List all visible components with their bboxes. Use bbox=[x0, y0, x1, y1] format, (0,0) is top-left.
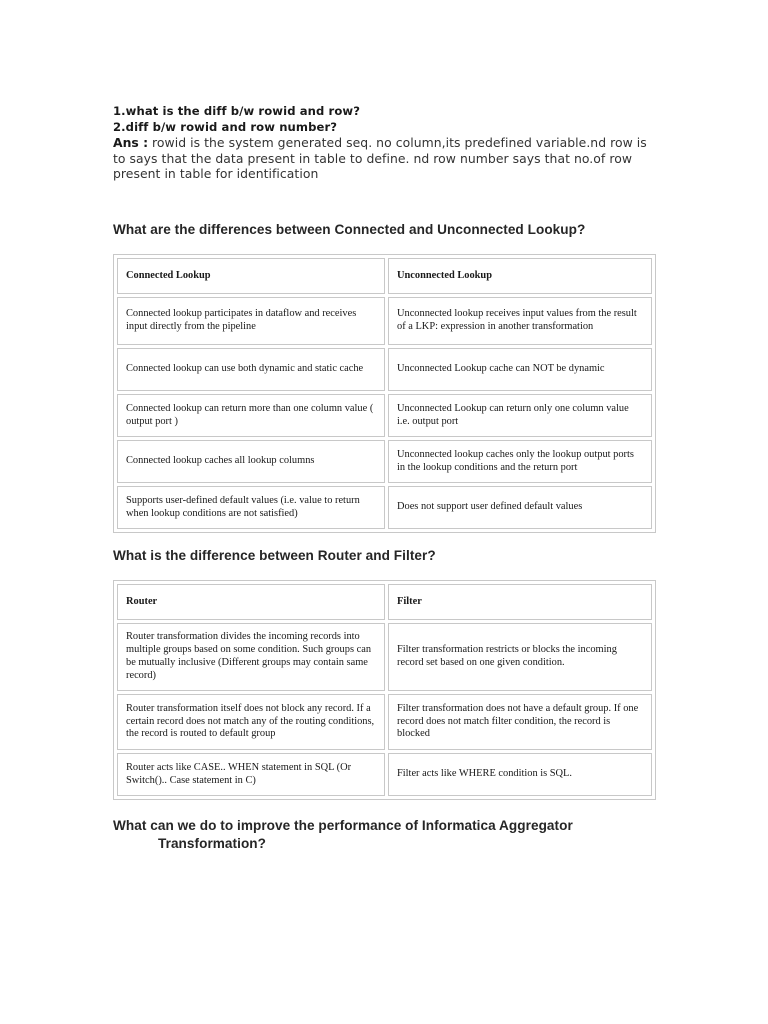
table-cell: Connected lookup can return more than one column value ( output port ) bbox=[117, 394, 385, 437]
table-cell: Connected lookup participates in dataflow and receives input directly from the pipeline bbox=[117, 297, 385, 345]
heading-router-filter: What is the difference between Router and Filter? bbox=[113, 548, 436, 563]
table-row bbox=[117, 394, 652, 437]
table-cell: Unconnected Lookup can return only one column value i.e. output port bbox=[388, 394, 652, 437]
table-row bbox=[117, 486, 652, 529]
question-2: 2.diff b/w rowid and row number? bbox=[113, 119, 338, 134]
heading-line-2: Transformation? bbox=[158, 836, 266, 851]
header-filter: Filter bbox=[388, 584, 652, 620]
table-cell: Connected lookup can use both dynamic and static cache bbox=[117, 348, 385, 391]
table-row bbox=[117, 297, 652, 345]
answer-label: Ans : bbox=[113, 135, 149, 150]
table-cell: Does not support user defined default values bbox=[388, 486, 652, 529]
header-connected-lookup: Connected Lookup bbox=[117, 258, 385, 294]
table-cell: Router acts like CASE.. WHEN statement in SQL (Or Switch().. Case statement in C) bbox=[117, 753, 385, 796]
table-row bbox=[117, 694, 652, 750]
table-row bbox=[117, 440, 652, 483]
heading-line-1: What can we do to improve the performance of Informatica Aggregator bbox=[113, 818, 573, 833]
table-cell: Unconnected lookup caches only the lookup output ports in the lookup conditions and the return port bbox=[388, 440, 652, 483]
table-cell: Unconnected Lookup cache can NOT be dynamic bbox=[388, 348, 652, 391]
question-1: 1.what is the diff b/w rowid and row? bbox=[113, 104, 361, 118]
table-cell: Connected lookup caches all lookup columns bbox=[117, 440, 385, 483]
qa-block bbox=[113, 104, 658, 182]
lookup-comparison-table bbox=[113, 254, 656, 533]
table-cell: Filter acts like WHERE condition is SQL. bbox=[388, 753, 652, 796]
header-router: Router bbox=[117, 584, 385, 620]
table-cell: Unconnected lookup receives input values from the result of a LKP: expression in another transformation bbox=[388, 297, 652, 345]
table-cell: Filter transformation restricts or blocks the incoming record set based on one given condition. bbox=[388, 623, 652, 691]
heading-lookup-differences: What are the differences between Connected and Unconnected Lookup? bbox=[113, 222, 586, 237]
table-header-row bbox=[117, 258, 652, 294]
table-cell: Filter transformation does not have a default group. If one record does not match filter condition, the record is blocked bbox=[388, 694, 652, 750]
table-row bbox=[117, 348, 652, 391]
table-row bbox=[117, 753, 652, 796]
table-header-row bbox=[117, 584, 652, 620]
table-row bbox=[117, 623, 652, 691]
table-cell: Router transformation divides the incoming records into multiple groups based on some condition. Such groups can be mutually inclusive (Different groups may contain same record) bbox=[117, 623, 385, 691]
header-unconnected-lookup: Unconnected Lookup bbox=[388, 258, 652, 294]
router-filter-table bbox=[113, 580, 656, 800]
table-cell: Router transformation itself does not block any record. If a certain record does not match any of the routing conditions, the record is routed to default group bbox=[117, 694, 385, 750]
answer-text: rowid is the system generated seq. no column,its predefined variable.nd row is to says that the data present in table to define. nd row number says that no.of row present in table for identification bbox=[113, 135, 647, 181]
answer-paragraph bbox=[113, 135, 658, 182]
heading-aggregator-performance bbox=[113, 817, 573, 853]
table-cell: Supports user-defined default values (i.e. value to return when lookup conditions are not satisfied) bbox=[117, 486, 385, 529]
